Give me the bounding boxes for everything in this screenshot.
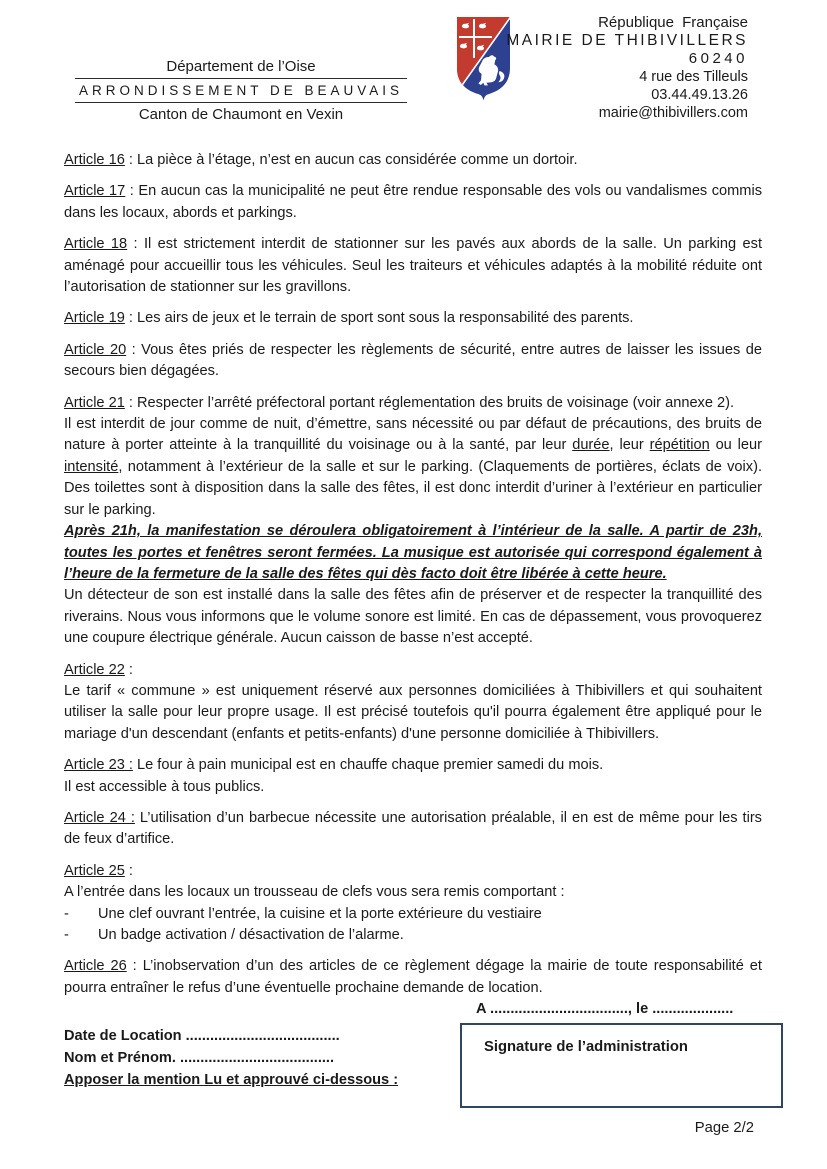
article-19-text: Les airs de jeux et le terrain de sport sont sous la responsabilité des parents. — [137, 310, 634, 327]
code-postal: 60240 — [688, 50, 748, 67]
header-right-block — [506, 14, 748, 122]
mairie-label: MAIRIE DE THIBIVILLERS — [506, 32, 748, 49]
date-location-field: Date de Location ...................................... — [64, 1027, 340, 1044]
apposer-mention-line: Apposer la mention Lu et approuvé ci-dessous : — [64, 1071, 399, 1088]
article-21-intro: Article 21 : Respecter l’arrêté préfectoral portant réglementation des bruits de voisinage (voir annexe 2). — [64, 394, 735, 411]
nom-prenom-field: Nom et Prénom. ...................................... — [64, 1049, 335, 1066]
article-23-line1: Article 23 : Le four à pain municipal est en chauffe chaque premier samedi du mois. — [64, 757, 604, 774]
article-19: Article 19 : Les airs de jeux et le terrain de sport sont sous la responsabilité des parents. — [64, 310, 634, 327]
article-20-text: Vous êtes priés de respecter les règlements de sécurité, entre autres de laisser les issues de secours bien dégagées. — [64, 341, 763, 380]
article-22-heading: Article 22 : — [64, 661, 133, 678]
article-20-label: Article 20 — [64, 341, 127, 358]
underlined-duree: durée — [572, 437, 610, 454]
article-19-label: Article 19 — [64, 310, 125, 327]
bullet-dash: - — [64, 905, 69, 922]
article-24-text: L’utilisation d’un barbecue nécessite une autorisation préalable, il en est de même pour les tirs de feux d’artifice. — [64, 809, 762, 848]
article-17-label: Article 17 — [64, 183, 126, 200]
article-25-intro: A l’entrée dans les locaux un trousseau de clefs vous sera remis comportant : — [64, 884, 565, 901]
article-23-label: Article 23 : — [64, 757, 133, 774]
article-23 — [64, 755, 762, 798]
republique-label: République Française — [598, 14, 748, 31]
document-body — [64, 150, 762, 1091]
article-21-noise-paragraph: Il est interdit de jour comme de nuit, d’émettre, sans nécessité ou par défaut de précautions, des bruits de nature à porter atteinte à la tranquillité du voisinage ou à la santé, par leur durée, leur répétition ou leur intensité, notamment à l’extérieur de la salle et sur le parking. (Claquements de portières, éclats de voix). Des toilettes sont à disposition dans la salle des fêtes, il est donc interdit d’uriner à l’extérieur en particulier sur le parking. — [64, 416, 762, 518]
header-left-block — [75, 57, 407, 124]
article-20: Article 20 : Vous êtes priés de respecter les règlements de sécurité, entre autres de laisser les issues de secours bien dégagées. — [64, 341, 763, 380]
article-18-text: Il est strictement interdit de stationner sur les pavés aux abords de la salle. Un parking est aménagé pour accueillir tous les véhicules. Seul les traiteurs et véhicules adaptés à la mobilité réduite ont l’autorisation de stationner sur les gravillons. — [64, 236, 762, 296]
article-26-label: Article 26 — [64, 958, 127, 975]
header-rule-top — [75, 78, 407, 79]
bullet-dash: - — [64, 927, 69, 943]
article-21-sound-detector-paragraph: Un détecteur de son est installé dans la salle des fêtes afin de préserver et de respecter la tranquillité des riverains. Nous vous informons que le volume sonore est limité. En cas de dépassement, vous provoquerez une coupure électrique générale. Aucun caisson de basse n’est accepté. — [64, 587, 762, 647]
article-26: Article 26 : L’inobservation d’un des articles de ce règlement dégage la mairie de toute responsabilité et pourra entraîner le refus d’une éventuelle prochaine demande de location. — [64, 958, 762, 996]
header-rule-bottom — [75, 102, 407, 103]
article-25 — [64, 861, 762, 947]
departement-label: Département de l’Oise — [166, 58, 316, 75]
underlined-intensite: intensité — [64, 458, 119, 475]
page-number: Page 2/2 — [694, 1120, 754, 1136]
arrondissement-label: ARRONDISSEMENT DE BEAUVAIS — [78, 83, 404, 98]
signature-box — [460, 1023, 783, 1108]
adresse: 4 rue des Tilleuls — [639, 69, 748, 85]
article-24-label: Article 24 : — [64, 809, 135, 826]
article-25-bullet-1: - Une clef ouvrant l’entrée, la cuisine et la porte extérieure du vestiaire — [64, 904, 762, 925]
article-21-curfew-paragraph: Après 21h, la manifestation se déroulera obligatoirement à l’intérieur de la salle. A partir de 23h, toutes les portes et fenêtres seront fermées. La musique est autorisée qui correspond également à l’heure de la fermeture de la salle des fêtes qui dès facto doit être libérée à cette heure. — [64, 523, 762, 582]
underlined-repetition: répétition — [649, 437, 710, 454]
article-16-text: La pièce à l’étage, n’est en aucun cas considérée comme un dortoir. — [137, 152, 578, 168]
article-22-text: Le tarif « commune » est uniquement réservé aux personnes domiciliées à Thibivillers et qui souhaitent utiliser la salle pour leur propre usage. Il est précisé toutefois qu'il pourra également être appliqué pour le mariage d'un descendant (enfants et petits-enfants) d'une personne domiciliée à Thibivillers. — [64, 682, 762, 742]
email: mairie@thibivillers.com — [598, 105, 748, 121]
article-18: Article 18 : Il est strictement interdit de stationner sur les pavés aux abords de la salle. Un parking est aménagé pour accueillir tous les véhicules. Seul les traiteurs et véhicules adaptés à la mobilité réduite ont l’autorisation de stationner sur les gravillons. — [64, 236, 762, 296]
article-26-text: L’inobservation d’un des articles de ce règlement dégage la mairie de toute responsabilité et pourra entraîner le refus d’une éventuelle prochaine demande de location. — [64, 958, 762, 996]
article-21-label: Article 21 — [64, 394, 125, 411]
article-25-heading: Article 25 : — [64, 862, 133, 879]
article-24 — [64, 808, 762, 851]
article-16: Article 16 : La pièce à l’étage, n’est en aucun cas considérée comme un dortoir. — [64, 152, 578, 168]
signature-label: Signature de l’administration — [484, 1039, 688, 1055]
telephone: 03.44.49.13.26 — [651, 87, 748, 103]
article-23-line2: Il est accessible à tous publics. — [64, 778, 265, 795]
article-25-label: Article 25 — [64, 862, 125, 879]
article-25-bullet-2: - Un badge activation / désactivation de l’alarme. — [64, 925, 762, 946]
article-17-text: En aucun cas la municipalité ne peut être rendue responsable des vols ou vandalismes commis dans les locaux, abords et parkings. — [64, 183, 763, 221]
canton-label: Canton de Chaumont en Vexin — [138, 106, 344, 123]
article-21 — [64, 393, 762, 650]
article-22-label: Article 22 — [64, 661, 125, 678]
article-16-label: Article 16 — [64, 152, 125, 168]
article-22 — [64, 660, 762, 746]
coat-of-arms-icon — [455, 15, 512, 110]
article-17: Article 17 : En aucun cas la municipalité ne peut être rendue responsable des vols ou vandalismes commis dans les locaux, abords et parkings. — [64, 183, 763, 221]
article-18-label: Article 18 — [64, 236, 128, 253]
place-date-line: A .................................., le .................... — [476, 1001, 734, 1018]
